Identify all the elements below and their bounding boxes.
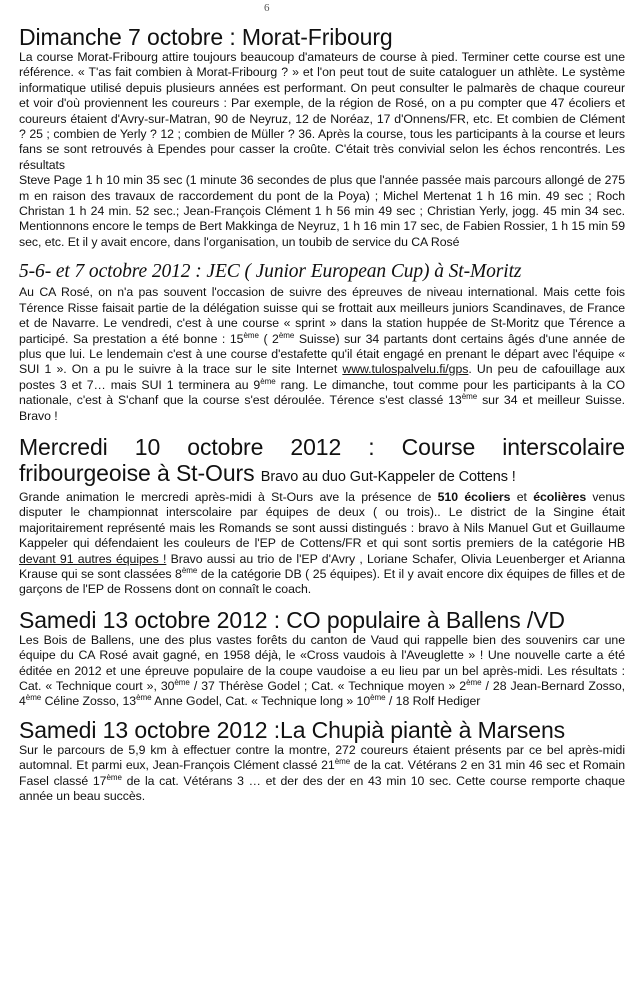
title-text: fribourgeoise à St-Ours bbox=[19, 459, 255, 486]
body-text: La course Morat-Fribourg attire toujours beaucoup d'amateurs de course à pied. Terminer cette course est une référence. « T'as fait combien à Morat-Fribourg ? » et l'on peut tout de suite cataloguer un athlète. Le système informatique utilisé depuis plusieurs années est performant. On peut consulter le palmarès de chaque coureur et voir d'où proviennent les coureurs : Par exemple, de la région de Rosé, on a pu compter que 47 écoliers et coureurs étaient d'Avry-sur-Matran, 90 de Neyruz, 12 de Noréaz, 17 d'Onnens/FR, etc. Et combien de Clément ? 25 ; combien de Yerly ? 12 ; combien de Müller ? 36. Après la course, tous les participants à la course et leurs fans se sont retrouvés à Ependes pour casser la croûte. C'était très convivial selon les échos rencontrés. Les résultats bbox=[19, 50, 625, 172]
highlight-text: 510 écoliers bbox=[437, 489, 511, 504]
highlight-text: écolières bbox=[533, 489, 587, 504]
body-text: . Un peu de cafouillage aux postes 3 et 7… mais SUI 1 terminera au 9 bbox=[19, 362, 626, 392]
website-link[interactable]: www.tulospalvelu.fi/gps bbox=[342, 362, 469, 377]
body-text: venus disputer le championnat interscolaire par équipes de deux ( ou trois).. Le district de la Singine était majoritairement représenté mais les Romands se sont aussi distingués : bravo à Nils Manuel Gut et Guillaume Kappeler qui défendaient les couleurs de l'EP de Cottens/FR et qui sont sortis premiers de la catégorie HB bbox=[19, 489, 625, 551]
body-text: Bravo aussi au trio de l'EP d'Avry , Loriane Schafer, Olivia Leuenberger et Arianna Krause qui se sont classées 8 bbox=[19, 551, 625, 581]
ordinal-suffix: ème bbox=[278, 330, 295, 340]
ordinal-suffix: ème bbox=[243, 330, 259, 340]
body-text: sur 34 et meilleur Suisse. Bravo ! bbox=[19, 393, 626, 423]
section-title: Samedi 13 octobre 2012 :La Chupià piantè à Marsens bbox=[19, 716, 566, 743]
ordinal-suffix: ème bbox=[174, 677, 190, 687]
body-text: Au CA Rosé, on n'a pas souvent l'occasion de suivre des épreuves de niveau international. Mais cette fois Térence Risse faisait partie de la délégation suisse qui se frottait aux meilleurs juniors Scandinaves, de France et de Navarre. Le vendredi, c'est à une course « sprint » dans la station huppée de St-Moritz que Térence a participé. Sa prestation a été bonne : 15 bbox=[19, 285, 625, 346]
results-text: Steve Page 1 h 10 min 35 sec (1 minute 36 secondes de plus que l'année passée mais parcours allongé de 275 m en raison des travaux de raccordement du pont de la Poya) ; Michel Mertenat 1 h 16 min. 49 sec ; Roch Christan 1 h 24 min. 52 sec.; Jean-François Clément 1 h 56 min 49 sec ; Christian Yerly, jogg. 45 min 34 sec. Mentionnons encore le temps de Bert Makkinga de Neyruz, 1 h 16 min 17 sec, de Fabien Rossier, 1 h 15 min 59 sec, etc. Et il y avait encore, dans l'organisation, un toubib de service du CA Rosé bbox=[19, 173, 625, 249]
section-body bbox=[19, 490, 625, 598]
section-body bbox=[19, 633, 625, 710]
body-text: et bbox=[510, 489, 534, 504]
body-text: ( 2 bbox=[258, 331, 279, 346]
section-morat-fribourg bbox=[19, 24, 625, 250]
ordinal-suffix: ème bbox=[466, 677, 482, 687]
body-text: / 37 Thérèse Godel ; Cat. « Technique moyen » 2 bbox=[189, 679, 467, 693]
section-title: Mercredi 10 octobre 2012 : Course interscolaire bbox=[19, 433, 625, 460]
body-text: / 28 Jean-Bernard Zosso, 4 bbox=[19, 679, 626, 709]
underlined-text: devant 91 autres équipes ! bbox=[19, 551, 167, 566]
ordinal-suffix: ème bbox=[106, 772, 122, 782]
section-interscolaire-st-ours bbox=[19, 434, 625, 598]
section-body bbox=[19, 743, 625, 805]
newsletter-page bbox=[19, 24, 625, 804]
body-text: Grande animation le mercredi après-midi à St-Ours ave la présence de bbox=[19, 489, 438, 504]
body-text: Les Bois de Ballens, une des plus vastes forêts du canton de Vaud qui rappelle bien des souvenirs car une équipe du CA Rosé avait gagné, en 1958 déjà, le «Cross vaudois à l'Aveuglette » ! Une nouvelle carte a été éditée en 2012 et une épreuve populaire de la coupe vaudoise a eu lieu par un bel après-midi. Les résultats : Cat. « Technique court », 30 bbox=[19, 632, 625, 693]
section-body bbox=[19, 50, 625, 250]
ordinal-suffix: ème bbox=[334, 757, 351, 767]
body-text: de la cat. Vétérans 3 … et der des der en 43 min 10 sec. Cette course remporte chaque année un beau succès. bbox=[19, 773, 625, 804]
page-number: 6 bbox=[264, 2, 270, 14]
body-text: de la catégorie DB ( 25 équipes). Et il y avait encore dix équipes de filles et de garçons de l'EP de Rossens dont on connaît le coach. bbox=[19, 566, 626, 597]
ordinal-suffix: ème bbox=[181, 565, 198, 575]
section-title-line2 bbox=[19, 460, 625, 490]
section-title: Samedi 13 octobre 2012 : CO populaire à Ballens /VD bbox=[19, 606, 565, 633]
ordinal-suffix: ème bbox=[461, 392, 478, 402]
body-text: Anne Godel, Cat. « Technique long » 10 bbox=[151, 694, 371, 709]
body-text: de la cat. Vétérans 2 en 31 min 46 sec et Romain Fasel classé 17 bbox=[19, 758, 625, 788]
ordinal-suffix: ème bbox=[370, 693, 386, 703]
section-subtitle: Bravo au duo Gut-Kappeler de Cottens ! bbox=[260, 468, 516, 485]
section-title: Dimanche 7 octobre : Morat-Fribourg bbox=[19, 24, 393, 50]
body-text: Sur le parcours de 5,9 km à effectuer contre la montre, 272 coureurs étaient présents par ce bel après-midi automnal. Et parmi eux, Jean-François Clément classé 21 bbox=[19, 742, 625, 773]
section-jec-st-moritz bbox=[19, 259, 625, 424]
body-text: rang. Le dimanche, tout comme pour les participants à la CO nationale, c'est à S'chanf que la course s'est déroulée. Térence s'est classé 13 bbox=[19, 377, 626, 408]
section-body bbox=[19, 285, 625, 424]
section-title: 5-6- et 7 octobre 2012 : JEC ( Junior European Cup) à St-Moritz bbox=[19, 261, 522, 283]
body-text: / 18 Rolf Hediger bbox=[385, 694, 481, 709]
body-text: Céline Zosso, 13 bbox=[41, 694, 137, 709]
ordinal-suffix: ème bbox=[260, 376, 276, 386]
ordinal-suffix: ème bbox=[25, 693, 42, 703]
section-marsens bbox=[19, 717, 625, 805]
ordinal-suffix: ème bbox=[136, 693, 152, 703]
section-ballens bbox=[19, 607, 625, 710]
body-text: Suisse) sur 34 partants dont certains âgés d'une année de plus que lui. Le lendemain c'est à une course d'estafette qu'il était engagé en prenant le départ avec l'équipe « SUI 1 ». On a pu le suivre à la trace sur le site Internet bbox=[19, 331, 625, 377]
